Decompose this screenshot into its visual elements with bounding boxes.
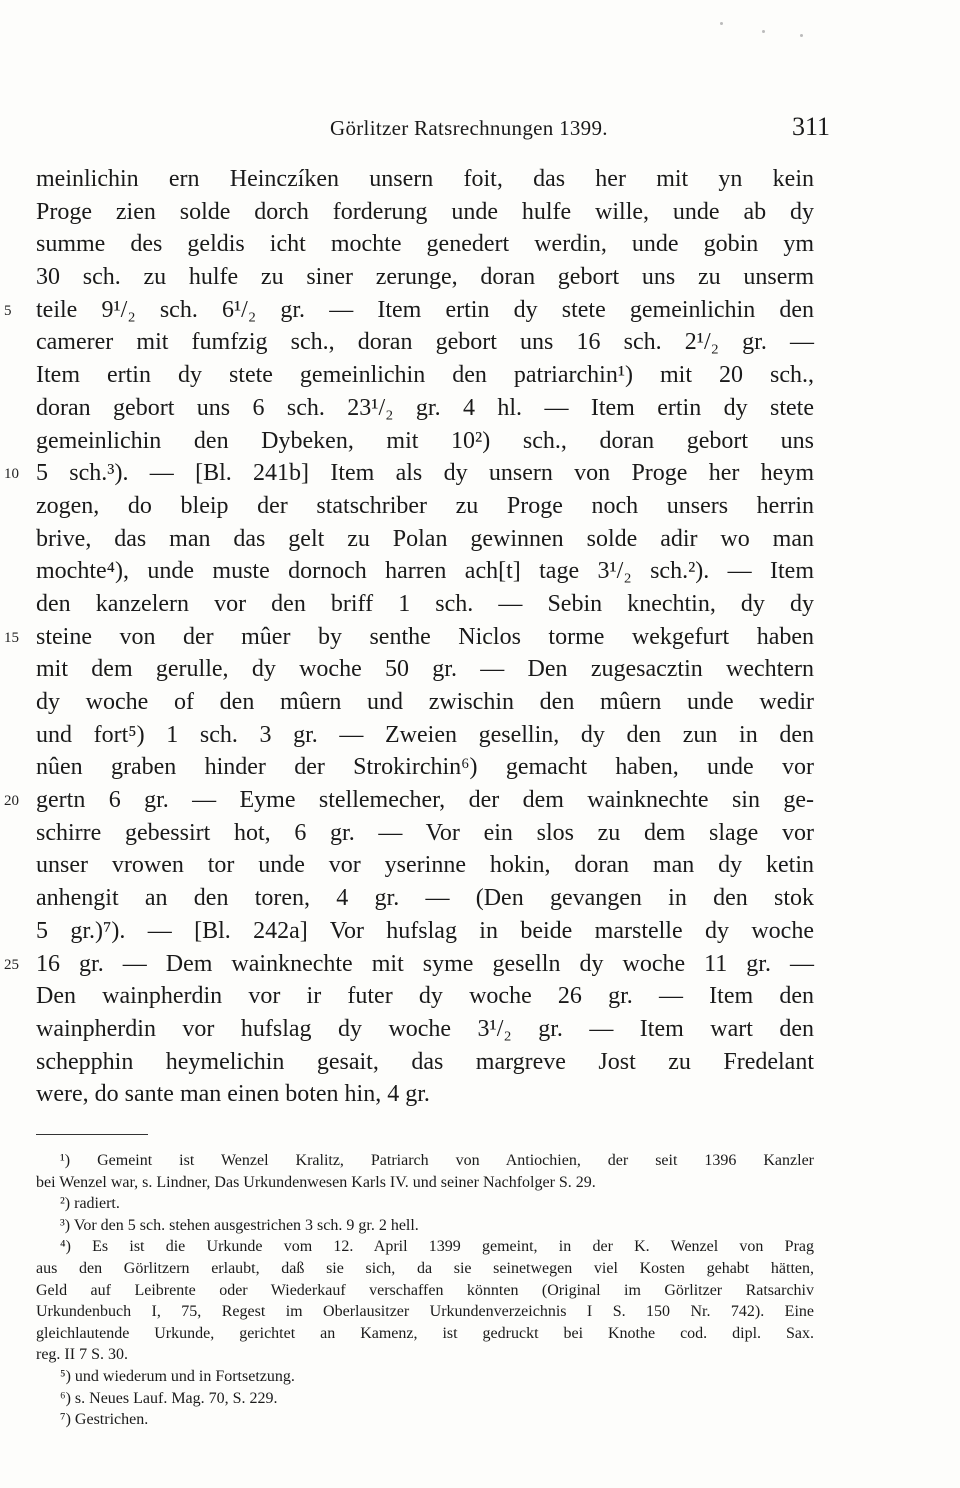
- text-line: [0, 980, 960, 1013]
- line-text: camerer mit fumfzig sch., doran gebort uns 16 sch. 2¹/₂ gr. —: [36, 329, 814, 356]
- line-text: steine von der mûer by senthe Niclos torme wekgefurt haben: [36, 623, 814, 650]
- footnote-line: [0, 1344, 960, 1366]
- line-text: gemeinlichin den Dybeken, mit 10²) sch., doran gebort uns: [36, 427, 814, 454]
- footnote-text: ⁶) s. Neues Lauf. Mag. 70, S. 229.: [60, 1389, 278, 1407]
- line-number: 10: [4, 466, 19, 483]
- text-line: [0, 653, 960, 686]
- line-text: were, do sante man einen boten hin, 4 gr.: [36, 1081, 430, 1108]
- line-text: zogen, do bleip der statschriber zu Proge noch unsers herrin: [36, 492, 814, 519]
- line-text: 5 sch.³). — [Bl. 241b] Item als dy unsern von Proge her heym: [36, 460, 814, 487]
- text-line: [0, 588, 960, 621]
- footnote-separator: [36, 1134, 148, 1135]
- line-text: teile 9¹/₂ sch. 6¹/₂ gr. — Item ertin dy stete gemeinlichin den: [36, 296, 814, 323]
- text-line: [0, 196, 960, 229]
- line-text: nûen graben hinder der Strokirchin⁶) gemacht haben, unde vor: [36, 754, 814, 781]
- line-text: mochte⁴), unde muste dornoch harren ach[t] tage 3¹/₂ sch.²). — Item: [36, 558, 814, 585]
- footnote-text: aus den Görlitzern erlaubt, daß sie sich, da sie seinetwegen viel Kosten gehabt hätten,: [36, 1259, 814, 1277]
- line-text: brive, das man das gelt zu Polan gewinnen solde adir wo man: [36, 525, 814, 552]
- footnote-text: reg. II 7 S. 30.: [36, 1346, 128, 1364]
- page-number: 311: [791, 112, 830, 141]
- text-line: [0, 948, 960, 981]
- line-text: und fort⁵) 1 sch. 3 gr. — Zweien gesellin, dy den zun in den: [36, 721, 814, 748]
- footnote-line: [0, 1150, 960, 1172]
- footnote-text: ⁷) Gestrichen.: [60, 1411, 149, 1429]
- running-title: Görlitzer Ratsrechnungen 1399.: [330, 116, 608, 140]
- text-line: [0, 817, 960, 850]
- footnote-line: [0, 1172, 960, 1194]
- line-number: 20: [4, 793, 19, 810]
- line-text: wainpherdin vor hufslag dy woche 3¹/₂ gr. — Item wart den: [36, 1015, 814, 1042]
- text-line: [0, 719, 960, 752]
- text-line: [0, 261, 960, 294]
- footnote-line: [0, 1193, 960, 1215]
- text-line: [0, 849, 960, 882]
- main-text: [0, 163, 960, 1111]
- text-line: [0, 425, 960, 458]
- footnote-text: ³) Vor den 5 sch. stehen ausgestrichen 3 sch. 9 gr. 2 hell.: [60, 1216, 419, 1234]
- text-line: [0, 523, 960, 556]
- text-line: [0, 686, 960, 719]
- line-number: 25: [4, 956, 19, 973]
- footnote-text: bei Wenzel war, s. Lindner, Das Urkundenwesen Karls IV. und seiner Nachfolger S. 29.: [36, 1173, 596, 1191]
- footnote-text: Geld auf Leibrente oder Wiederkauf verschaffen könnten (Original im Görlitzer Ratsarchiv: [36, 1281, 814, 1299]
- line-text: 30 sch. zu hulfe zu siner zerunge, doran gebort uns zu unserm: [36, 264, 814, 291]
- footnote-text: gleichlautende Urkunde, gerichtet an Kamenz, ist gedruckt bei Knothe cod. dipl. Sax.: [36, 1324, 814, 1342]
- text-line: [0, 294, 960, 327]
- footnote-line: [0, 1323, 960, 1345]
- line-text: schirre gebessirt hot, 6 gr. — Vor ein slos zu dem slage vor: [36, 819, 814, 846]
- text-line: [0, 784, 960, 817]
- text-line: [0, 490, 960, 523]
- line-text: mit dem gerulle, dy woche 50 gr. — Den zugesacztin wechtern: [36, 656, 814, 683]
- footnote-text: ²) radiert.: [60, 1195, 120, 1213]
- text-line: [0, 555, 960, 588]
- footnote-text: Urkundenbuch I, 75, Regest im Oberlausitzer Urkundenverzeichnis I S. 150 Nr. 742). Eine: [36, 1303, 814, 1321]
- line-text: 5 gr.)⁷). — [Bl. 242a] Vor hufslag in beide marstelle dy woche: [36, 917, 814, 944]
- line-text: unser vrowen tor unde vor yserinne hokin, doran man dy ketin: [36, 852, 814, 879]
- scan-speck: [762, 30, 765, 33]
- footnote-line: [0, 1366, 960, 1388]
- text-line: [0, 359, 960, 392]
- line-text: anhengit an den toren, 4 gr. — (Den gevangen in den stok: [36, 885, 814, 912]
- text-line: [0, 882, 960, 915]
- text-line: [0, 392, 960, 425]
- line-text: Item ertin dy stete gemeinlichin den patriarchin¹) mit 20 sch.,: [36, 362, 814, 389]
- line-text: summe des geldis icht mochte genedert werdin, unde gobin ym: [36, 231, 814, 258]
- footnote-line: [0, 1236, 960, 1258]
- page-header: [0, 108, 960, 148]
- footnote-line: [0, 1301, 960, 1323]
- footnote-line: [0, 1280, 960, 1302]
- footnote-text: ⁴) Es ist die Urkunde vom 12. April 1399 gemeint, in der K. Wenzel von Prag: [60, 1238, 814, 1256]
- footnotes: [0, 1150, 960, 1431]
- footnote-line: [0, 1409, 960, 1431]
- line-text: doran gebort uns 6 sch. 23¹/₂ gr. 4 hl. — Item ertin dy stete: [36, 394, 814, 421]
- text-line: [0, 457, 960, 490]
- footnote-line: [0, 1215, 960, 1237]
- line-text: Proge zien solde dorch forderung unde hulfe wille, unde ab dy: [36, 198, 814, 225]
- line-text: 16 gr. — Dem wainknechte mit syme geselln dy woche 11 gr. —: [36, 950, 814, 977]
- text-line: [0, 1078, 960, 1111]
- line-text: meinlichin ern Heinczíken unsern foit, das her mit yn kein: [36, 166, 814, 192]
- line-number: 15: [4, 629, 19, 646]
- line-text: schepphin heymelichin gesait, das margreve Jost zu Fredelant: [36, 1048, 814, 1075]
- text-line: [0, 751, 960, 784]
- footnote-line: [0, 1388, 960, 1410]
- scan-speck: [800, 34, 803, 37]
- text-line: [0, 621, 960, 654]
- text-line: [0, 163, 960, 196]
- footnote-text: ¹) Gemeint ist Wenzel Kralitz, Patriarch von Antiochien, der seit 1396 Kanzler: [60, 1152, 814, 1169]
- scan-speck: [720, 22, 723, 25]
- text-line: [0, 228, 960, 261]
- text-line: [0, 326, 960, 359]
- line-text: den kanzelern vor den briff 1 sch. — Sebin knechtin, dy dy: [36, 590, 814, 617]
- footnote-line: [0, 1258, 960, 1280]
- footnote-text: ⁵) und wiederum und in Fortsetzung.: [60, 1367, 295, 1385]
- line-number: 5: [4, 302, 12, 319]
- line-text: gertn 6 gr. — Eyme stellemecher, der dem wainknechte sin ge-: [36, 787, 814, 814]
- text-line: [0, 1013, 960, 1046]
- text-line: [0, 915, 960, 948]
- text-line: [0, 1046, 960, 1079]
- line-text: dy woche of den mûern und zwischin den mûern unde wedir: [36, 689, 814, 715]
- line-text: Den wainpherdin vor ir futer dy woche 26 gr. — Item den: [36, 983, 814, 1010]
